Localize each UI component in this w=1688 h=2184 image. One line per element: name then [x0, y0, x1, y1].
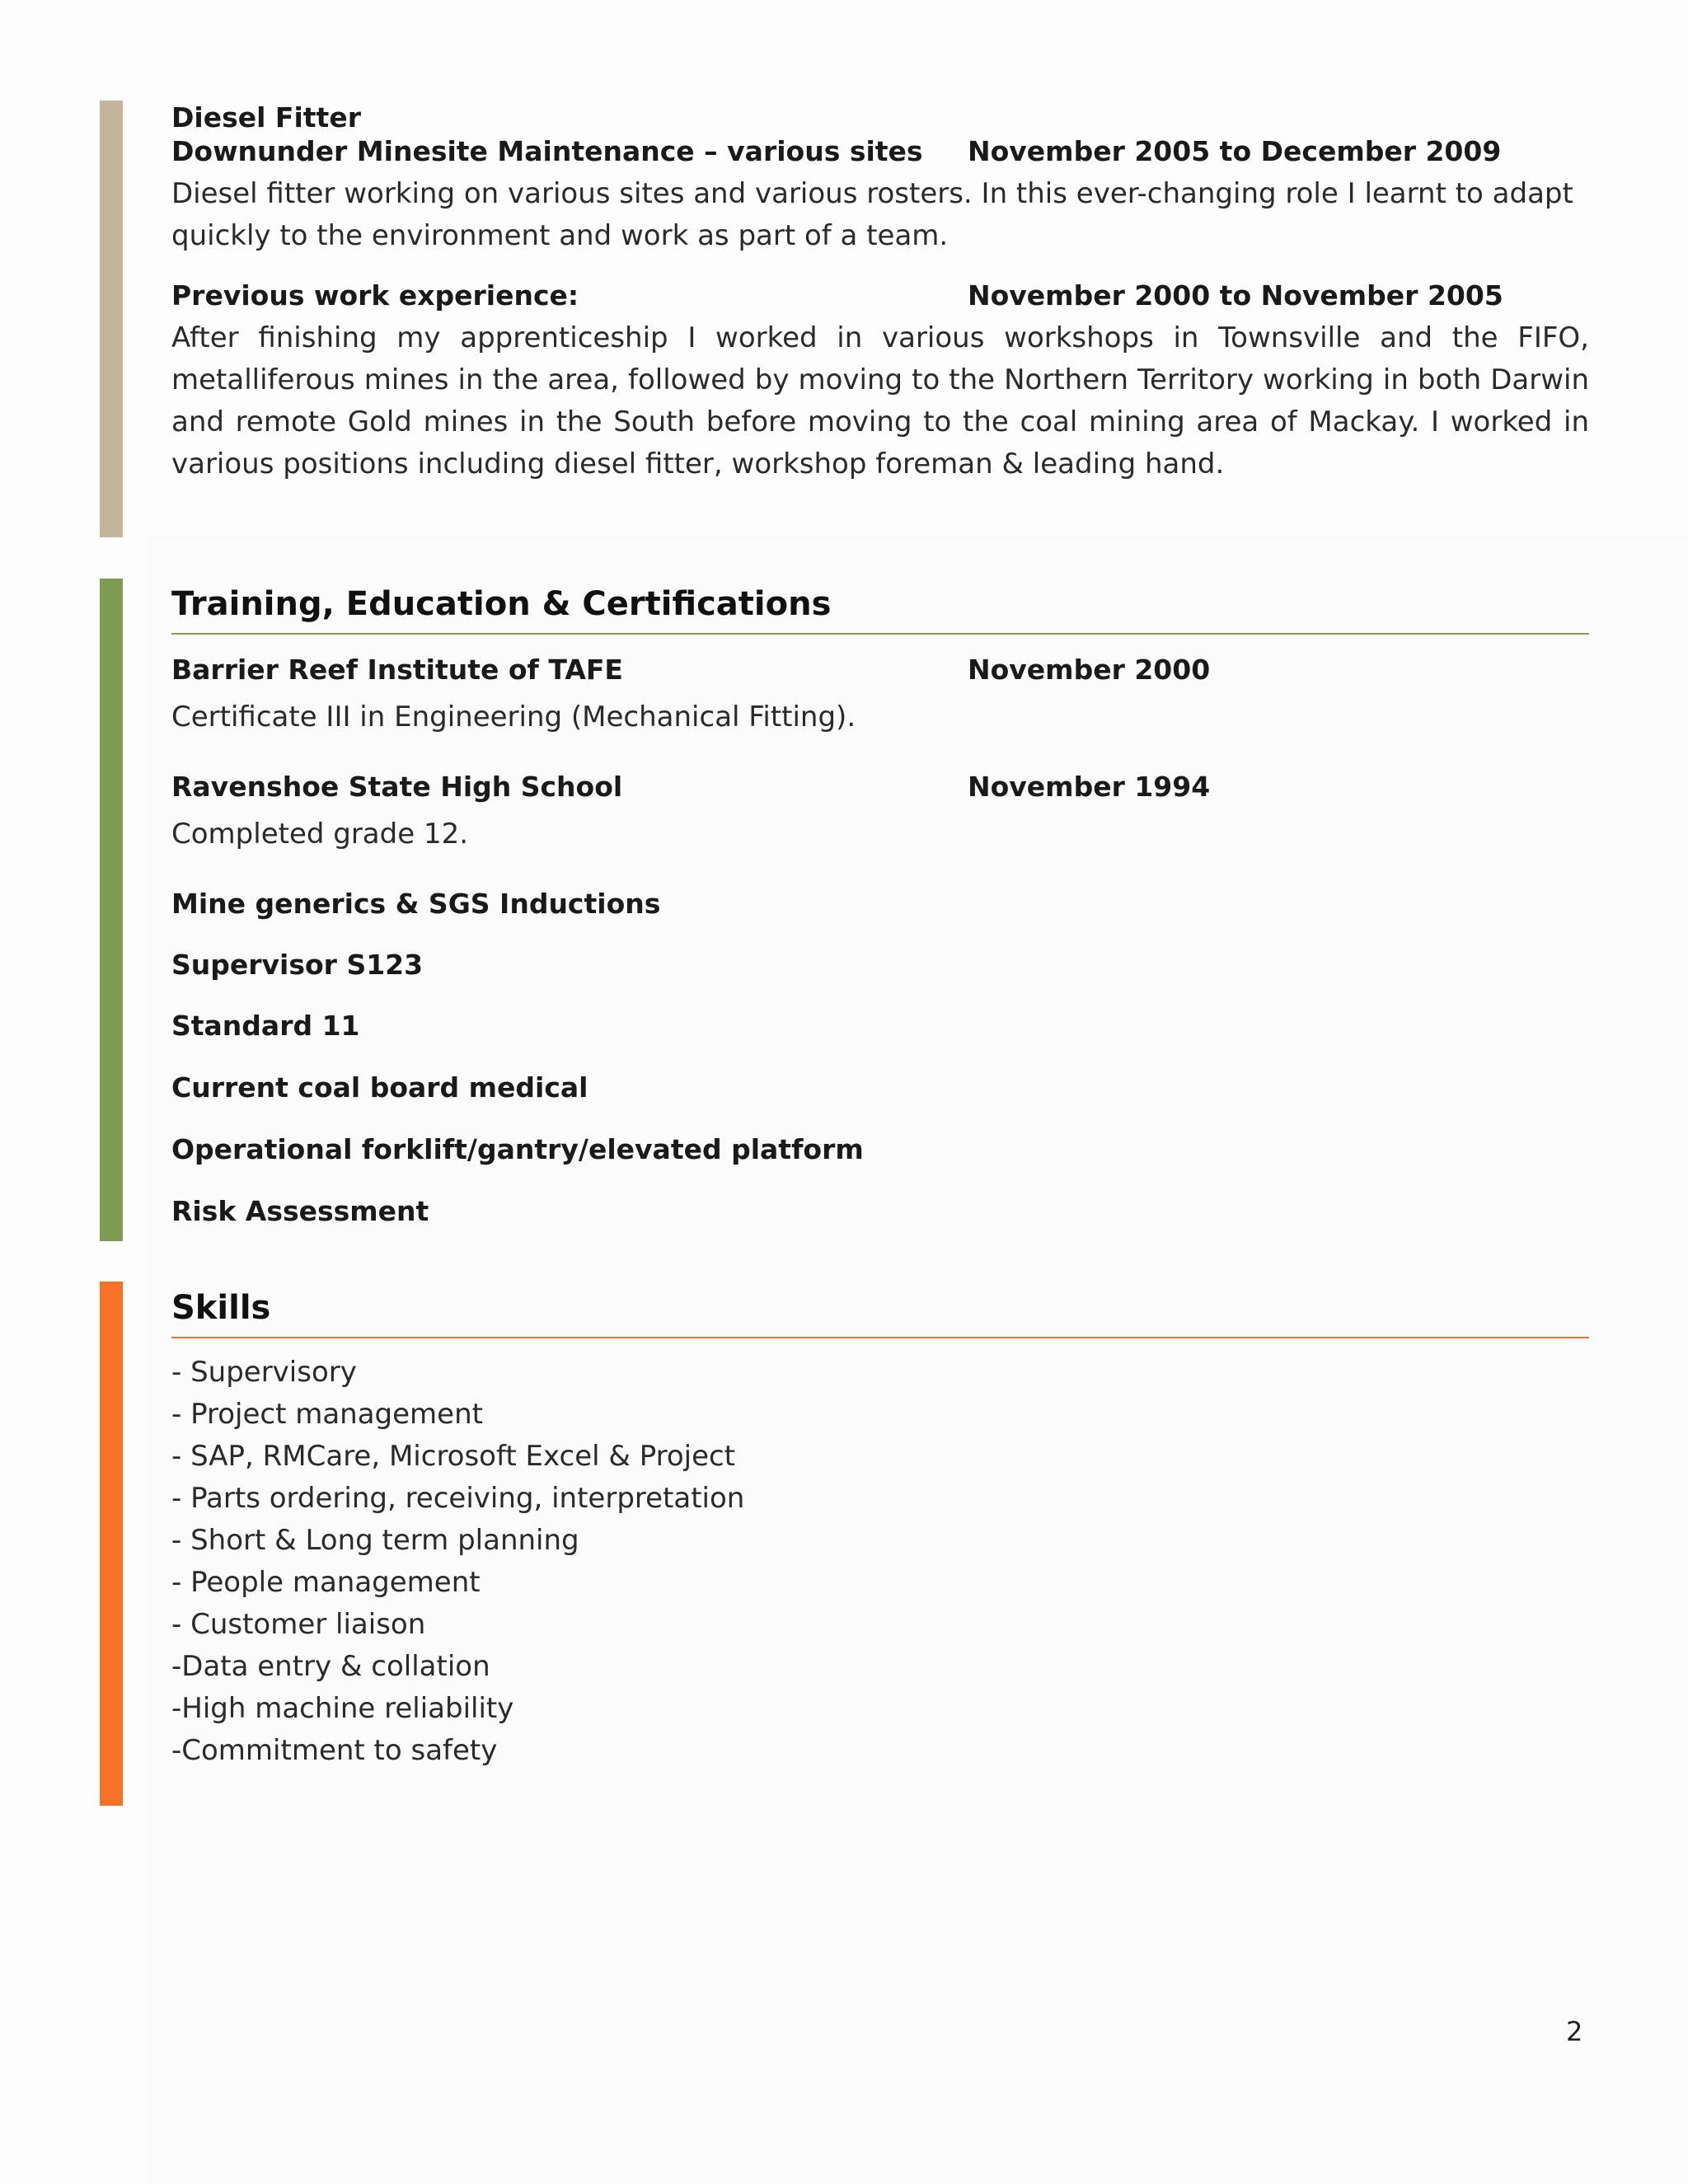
job-title: Diesel Fitter: [171, 101, 361, 134]
skill-item: -Data entry & collation: [171, 1650, 490, 1683]
education-entry-1-header: [171, 653, 1589, 687]
job-employer: Downunder Minesite Maintenance – various sites: [171, 135, 923, 167]
skill-item: - SAP, RMCare, Microsoft Excel & Project: [171, 1440, 736, 1473]
skill-item: - Customer liaison: [171, 1608, 426, 1641]
education-heading: Training, Education & Certifications: [171, 585, 832, 623]
education-date: November 2000: [968, 654, 1211, 686]
skills-section: [171, 1287, 1589, 1338]
previous-work-header-row: [171, 279, 1589, 312]
education-entry-2-header: [171, 770, 1589, 804]
job-description: Diesel fitter working on various sites and various rosters. In this ever-changing role I learnt to adapt quickly to the environment and work as part of a team.: [171, 177, 1573, 252]
certification-item: Mine generics & SGS Inductions: [171, 888, 661, 920]
work-experience-section: [171, 101, 1589, 485]
education-heading-rule: [171, 633, 1589, 635]
education-detail: Certificate III in Engineering (Mechanical Fitting).: [171, 701, 856, 733]
skill-item: - Project management: [171, 1398, 483, 1431]
certification-item: Current coal board medical: [171, 1071, 588, 1104]
education-institution: Ravenshoe State High School: [171, 771, 623, 803]
education-section: [171, 583, 1589, 635]
previous-work-dates: November 2000 to November 2005: [968, 279, 1503, 312]
skill-item: -Commitment to safety: [171, 1734, 498, 1767]
education-date: November 1994: [968, 771, 1211, 803]
skills-section-accent-bar: [100, 1282, 123, 1806]
skill-item: - Supervisory: [171, 1356, 357, 1389]
previous-work-description: After finishing my apprenticeship I worked in various workshops in Townsville and the FIFO, metalliferous mines in the area, followed by moving to the Northern Territory working in both Darwin and remote Gold mines in the South before moving to the coal mining area of Mackay. I worked in various positions including diesel fitter, workshop foreman & leading hand.: [171, 321, 1589, 480]
skills-heading: Skills: [171, 1289, 271, 1327]
job-header-row: [171, 134, 1589, 168]
education-section-accent-bar: [100, 579, 123, 1241]
job-dates: November 2005 to December 2009: [968, 135, 1502, 167]
certification-item: Supervisor S123: [171, 949, 424, 981]
certification-item: Risk Assessment: [171, 1195, 429, 1227]
certification-item: Standard 11: [171, 1010, 360, 1042]
work-section-accent-bar: [100, 101, 123, 537]
page-number: 2: [1566, 2016, 1583, 2047]
skill-item: - Short & Long term planning: [171, 1524, 579, 1557]
education-institution: Barrier Reef Institute of TAFE: [171, 654, 623, 686]
education-detail: Completed grade 12.: [171, 818, 469, 851]
skill-item: - Parts ordering, receiving, interpretation: [171, 1482, 745, 1515]
skill-item: -High machine reliability: [171, 1692, 514, 1725]
skills-list: [171, 1352, 1589, 1772]
skills-heading-rule: [171, 1337, 1589, 1338]
previous-work-title: Previous work experience:: [171, 279, 579, 312]
skill-item: - People management: [171, 1566, 481, 1599]
certification-item: Operational forklift/gantry/elevated platform: [171, 1133, 864, 1165]
